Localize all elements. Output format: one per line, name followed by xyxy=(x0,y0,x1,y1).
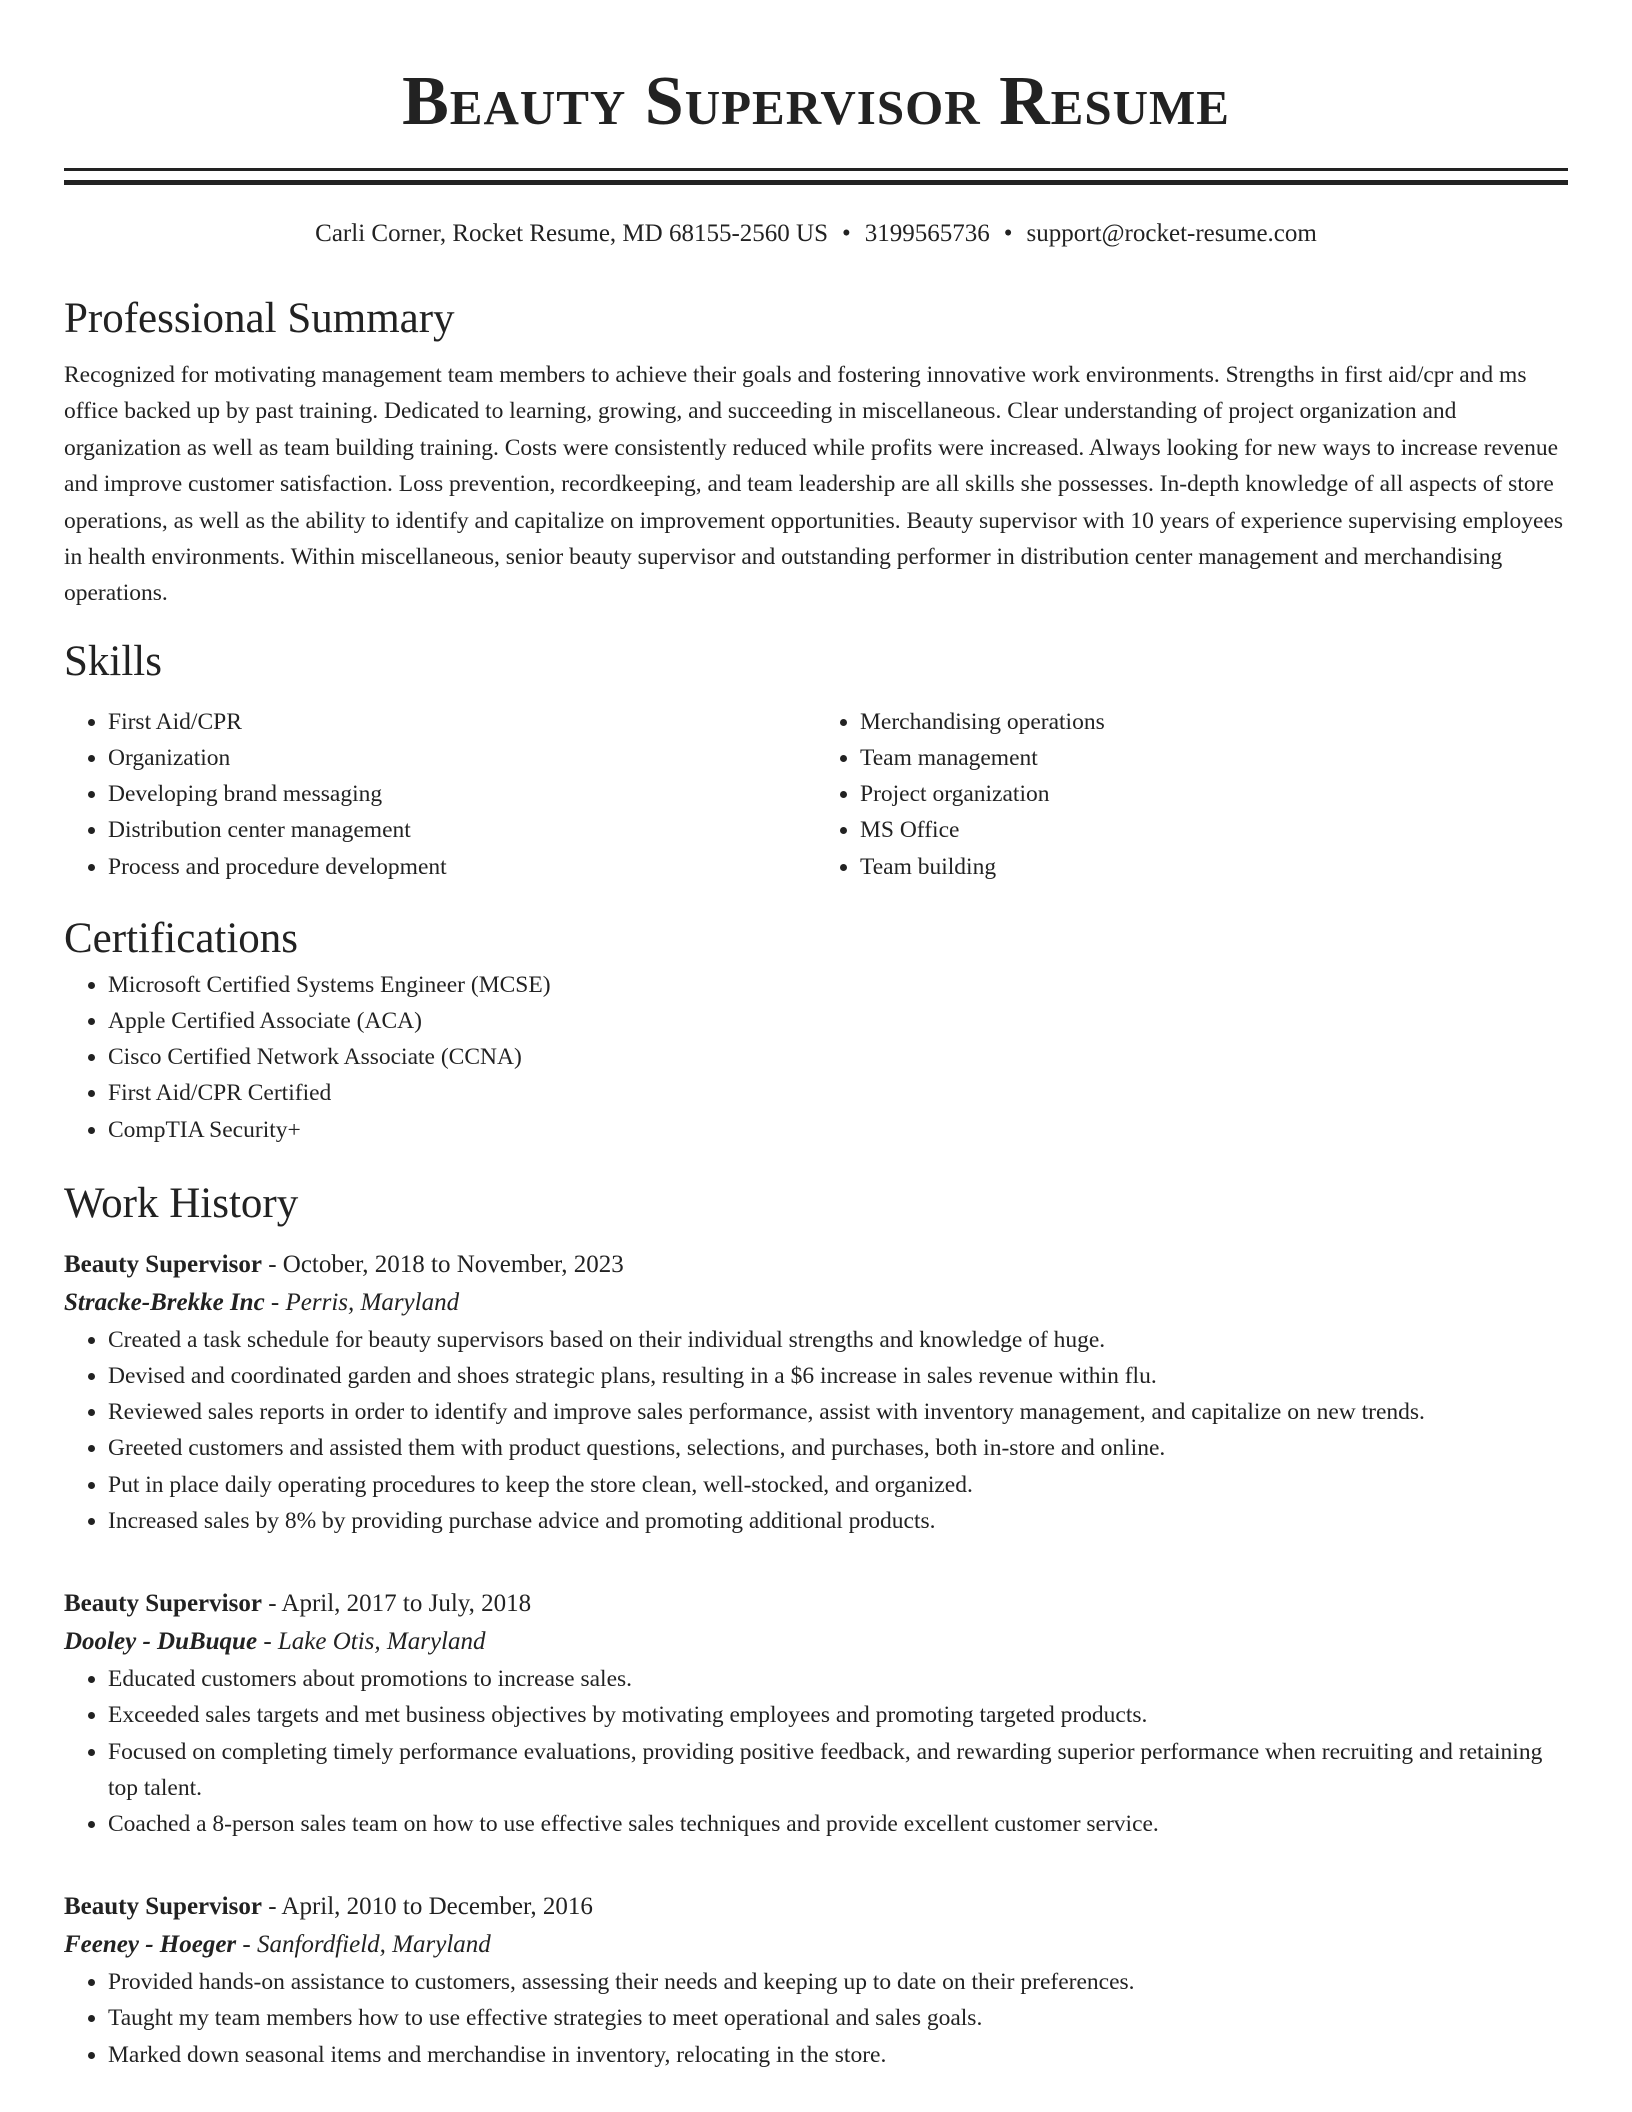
skill-item: • Process and procedure development xyxy=(108,849,816,885)
job-bullet: • Created a task schedule for beauty supervisors based on their individual strengths and knowledge of huge. xyxy=(108,1322,1568,1358)
job-entry xyxy=(64,1888,1568,2073)
job-bullet: • Reviewed sales reports in order to identify and improve sales performance, assist with inventory management, and capitalize on new trends. xyxy=(108,1394,1568,1430)
contact-separator: • xyxy=(1003,220,1013,247)
skill-item: • Team management xyxy=(860,740,1568,776)
job-dates: April, 2010 to December, 2016 xyxy=(281,1893,593,1921)
job-bullet: • Educated customers about promotions to increase sales. xyxy=(108,1661,1568,1697)
job-separator: - xyxy=(257,1628,278,1656)
skill-item: • MS Office xyxy=(860,812,1568,848)
resume-title: Beauty Supervisor Resume xyxy=(402,63,1230,140)
job-separator: - xyxy=(261,1250,283,1278)
job-company: Feeney - Hoeger xyxy=(64,1931,237,1959)
job-bullet: • Greeted customers and assisted them with product questions, selections, and purchases, both in-store and online. xyxy=(108,1430,1568,1466)
job-dates: October, 2018 to November, 2023 xyxy=(282,1250,624,1278)
skills-list-right xyxy=(816,704,1568,885)
certification-item: • Apple Certified Associate (ACA) xyxy=(108,1003,1568,1039)
certification-item: • Microsoft Certified Systems Engineer (MCSE) xyxy=(108,967,1568,1003)
title-divider xyxy=(64,168,1568,185)
certification-item: • CompTIA Security+ xyxy=(108,1112,1568,1148)
job-title: Beauty Supervisor xyxy=(64,1893,262,1921)
skill-item: • Project organization xyxy=(860,776,1568,812)
job-title-line xyxy=(64,1246,1568,1284)
job-title: Beauty Supervisor xyxy=(64,1590,262,1618)
skill-item: • Organization xyxy=(108,740,816,776)
certification-item: • Cisco Certified Network Associate (CCNA) xyxy=(108,1039,1568,1075)
skill-item: • Distribution center management xyxy=(108,812,816,848)
job-title: Beauty Supervisor xyxy=(64,1250,262,1278)
job-bullet: • Provided hands-on assistance to customers, assessing their needs and keeping up to date on their preferences. xyxy=(108,1964,1568,2000)
skill-item: • Team building xyxy=(860,849,1568,885)
job-separator: - xyxy=(236,1931,257,1959)
skill-item: • Merchandising operations xyxy=(860,704,1568,740)
job-company-line xyxy=(64,1284,1568,1322)
job-bullets xyxy=(64,1661,1568,1842)
job-bullet: • Exceeded sales targets and met business objectives by motivating employees and promoting targeted products. xyxy=(108,1697,1568,1733)
contact-separator: • xyxy=(842,220,851,247)
contact-address: Carli Corner, Rocket Resume, MD 68155-2560 US xyxy=(315,220,828,247)
job-bullet: • Devised and coordinated garden and shoes strategic plans, resulting in a $6 increase in sales revenue within flu. xyxy=(108,1358,1568,1394)
job-bullet: • Coached a 8-person sales team on how to use effective sales techniques and provide excellent customer service. xyxy=(108,1806,1568,1842)
job-bullets xyxy=(64,1964,1568,2073)
skills-heading: Skills xyxy=(64,637,162,685)
certification-item: • First Aid/CPR Certified xyxy=(108,1075,1568,1111)
skills-columns xyxy=(64,704,1568,885)
job-company-line xyxy=(64,1926,1568,1964)
work-history-heading: Work History xyxy=(64,1179,299,1227)
job-title-line xyxy=(64,1585,1568,1623)
job-company: Stracke-Brekke Inc xyxy=(64,1288,265,1316)
job-bullet: • Focused on completing timely performance evaluations, providing positive feedback, and rewarding superior performance when recruiting and retaining top talent. xyxy=(108,1734,1568,1806)
skills-list-left xyxy=(64,704,816,885)
summary-text: Recognized for motivating management team members to achieve their goals and fostering innovative work environments. Strengths in first aid/cpr and ms office backed up by past training. Dedicated to learning, growing, and succeeding in miscellaneous. Clear understanding of project organization and organization as well as team building training. Costs were consistently reduced while profits were increased. Always looking for new ways to increase revenue and improve customer satisfaction. Loss prevention, recordkeeping, and team leadership are all skills she possesses. In-depth knowledge of all aspects of store operations, as well as the ability to identify and capitalize on improvement opportunities. Beauty supervisor with 10 years of experience supervising employees in health environments. Within miscellaneous, senior beauty supervisor and outstanding performer in distribution center management and merchandising operations. xyxy=(64,362,1564,607)
job-title-line xyxy=(64,1888,1568,1926)
job-location: Lake Otis, Maryland xyxy=(277,1628,486,1656)
job-separator: - xyxy=(261,1893,282,1921)
skill-item: • Developing brand messaging xyxy=(108,776,816,812)
contact-phone: 3199565736 xyxy=(864,220,990,247)
job-bullet: • Marked down seasonal items and merchandise in inventory, relocating in the store. xyxy=(108,2037,1568,2073)
job-separator: - xyxy=(261,1590,282,1618)
contact-email: support@rocket-resume.com xyxy=(1026,220,1317,247)
certifications-heading: Certifications xyxy=(64,914,299,962)
job-bullets xyxy=(64,1322,1568,1539)
skill-item: • First Aid/CPR xyxy=(108,704,816,740)
job-dates: April, 2017 to July, 2018 xyxy=(281,1590,532,1618)
job-company: Dooley - DuBuque xyxy=(64,1628,258,1656)
contact-line xyxy=(64,217,1568,251)
summary-heading: Professional Summary xyxy=(64,295,455,342)
job-bullet: • Put in place daily operating procedures to keep the store clean, well-stocked, and organized. xyxy=(108,1467,1568,1503)
job-bullet: • Increased sales by 8% by providing purchase advice and promoting additional products. xyxy=(108,1503,1568,1539)
job-location: Sanfordfield, Maryland xyxy=(256,1931,491,1959)
job-separator: - xyxy=(264,1288,286,1316)
job-entry xyxy=(64,1585,1568,1842)
certifications-list xyxy=(64,967,1568,1148)
job-entry xyxy=(64,1246,1568,1539)
job-bullet: • Taught my team members how to use effective strategies to meet operational and sales goals. xyxy=(108,2000,1568,2036)
job-location: Perris, Maryland xyxy=(285,1288,460,1316)
job-company-line xyxy=(64,1623,1568,1661)
